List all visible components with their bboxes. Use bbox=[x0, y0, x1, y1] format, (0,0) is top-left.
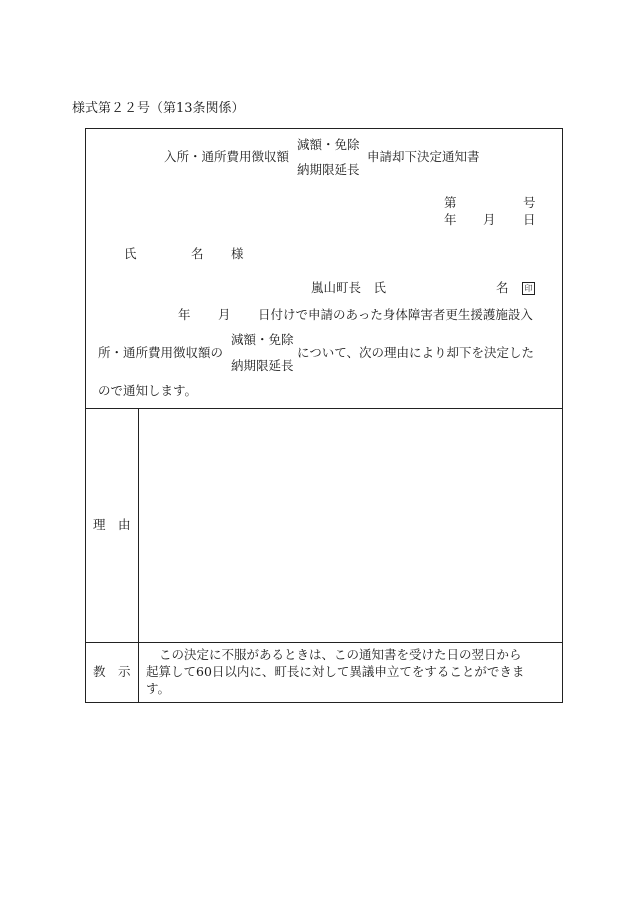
form-label: 様式第２２号（第13条関係） bbox=[72, 101, 245, 116]
date-year: 年 bbox=[444, 212, 457, 227]
number-dai: 第 bbox=[444, 195, 457, 210]
section-divider-reason bbox=[85, 408, 563, 409]
reason-label-ri: 理 bbox=[93, 517, 106, 532]
title-prefix: 入所・通所費用徴収額 bbox=[164, 149, 290, 164]
date-day: 日 bbox=[523, 212, 536, 227]
addressee-sama: 様 bbox=[231, 246, 244, 261]
body-line1-text: 日付けで申請のあった身体障害者更生援護施設入 bbox=[258, 307, 533, 322]
body-line2-suffix: について、次の理由により却下を決定した bbox=[297, 345, 535, 360]
sender-mei: 名 bbox=[496, 280, 509, 295]
addressee-shi: 氏 bbox=[124, 246, 137, 261]
notice-label-kyo: 教 bbox=[93, 664, 106, 679]
sender-title: 嵐山町長 氏 bbox=[311, 280, 387, 295]
title-option-lower: 納期限延長 bbox=[297, 162, 360, 177]
label-column-divider bbox=[138, 408, 139, 703]
body-line2-prefix: 所・通所費用徴収額の bbox=[98, 345, 224, 360]
notice-label-ji: 示 bbox=[118, 664, 131, 679]
body-line2-option-lower: 納期限延長 bbox=[231, 358, 294, 373]
addressee-mei: 名 bbox=[191, 246, 204, 261]
body-line1-month: 月 bbox=[218, 307, 231, 322]
notice-line2: 起算して60日以内に、町長に対して異議申立てをすることができま bbox=[146, 664, 525, 679]
title-option-upper: 減額・免除 bbox=[297, 137, 360, 152]
body-line1-year: 年 bbox=[178, 307, 191, 322]
body-line2-option-upper: 減額・免除 bbox=[231, 332, 294, 347]
notice-line1: この決定に不服があるときは、この通知書を受けた日の翌日から bbox=[159, 647, 522, 662]
title-suffix: 申請却下決定通知書 bbox=[367, 149, 480, 164]
seal-mark: 印 bbox=[522, 282, 535, 295]
reason-label-yu: 由 bbox=[118, 517, 131, 532]
section-divider-notice bbox=[85, 642, 563, 643]
date-month: 月 bbox=[483, 212, 496, 227]
notice-line3: す。 bbox=[146, 681, 171, 696]
body-line3: ので通知します。 bbox=[98, 383, 198, 398]
number-go: 号 bbox=[523, 195, 536, 210]
